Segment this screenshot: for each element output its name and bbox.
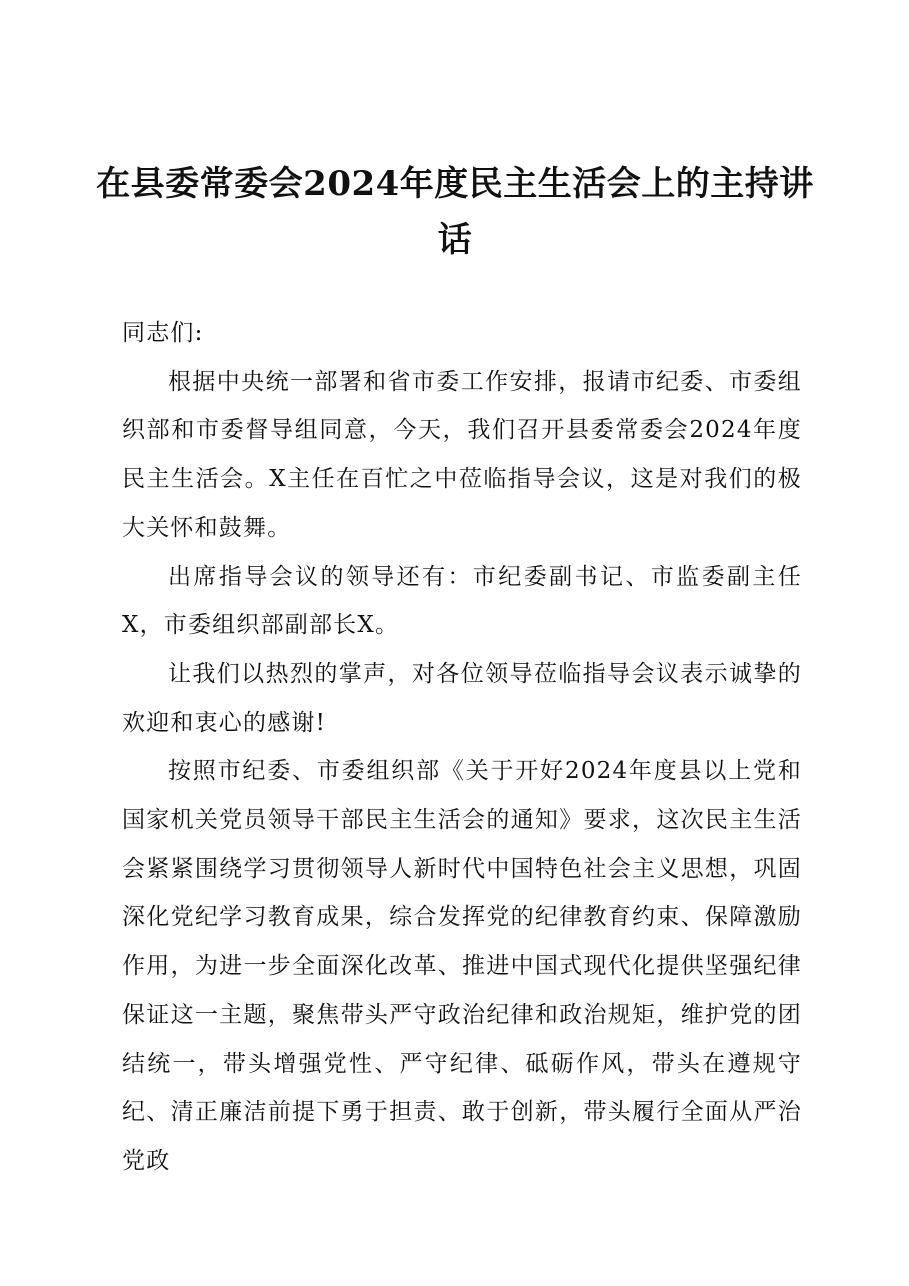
paragraph-meeting-theme: 按照市纪委、市委组织部《关于开好2024年度县以上党和国家机关党员领导干部民主生活会的通知》要求，这次民主生活会紧紧围绕学习贯彻领导人新时代中国特色社会主义思想，巩固深化党纪学习教育成果，综合发挥党的纪律教育约束、保障激励作用，为进一步全面深化改革、推进中国式现代化提供坚强纪律保证这一主题，聚焦带头严守政治纪律和政治规矩，维护党的团结统一，带头增强党性、严守纪律、砥砺作风，带头在遵规守纪、清正廉洁前提下勇于担责、敢于创新，带头履行全面从严治党政 xyxy=(122,758,802,1174)
salutation: 同志们: xyxy=(122,320,204,346)
paragraph-welcome: 让我们以热烈的掌声，对各位领导莅临指导会议表示诚挚的欢迎和衷心的感谢! xyxy=(122,660,802,736)
paragraph-attending-leaders: 出席指导会议的领导还有：市纪委副书记、市监委副主任X，市委组织部副部长X。 xyxy=(122,563,802,639)
document-title: 在县委常委会2024年度民主生活会上的主持讲话 xyxy=(96,164,814,260)
document-body xyxy=(122,309,802,1186)
paragraph-opening: 根据中央统一部署和省市委工作安排，报请市纪委、市委组织部和市委督导组同意，今天，我们召开县委常委会2024年度民主生活会。X主任在百忙之中莅临指导会议，这是对我们的极大关怀和鼓舞。 xyxy=(122,368,802,541)
